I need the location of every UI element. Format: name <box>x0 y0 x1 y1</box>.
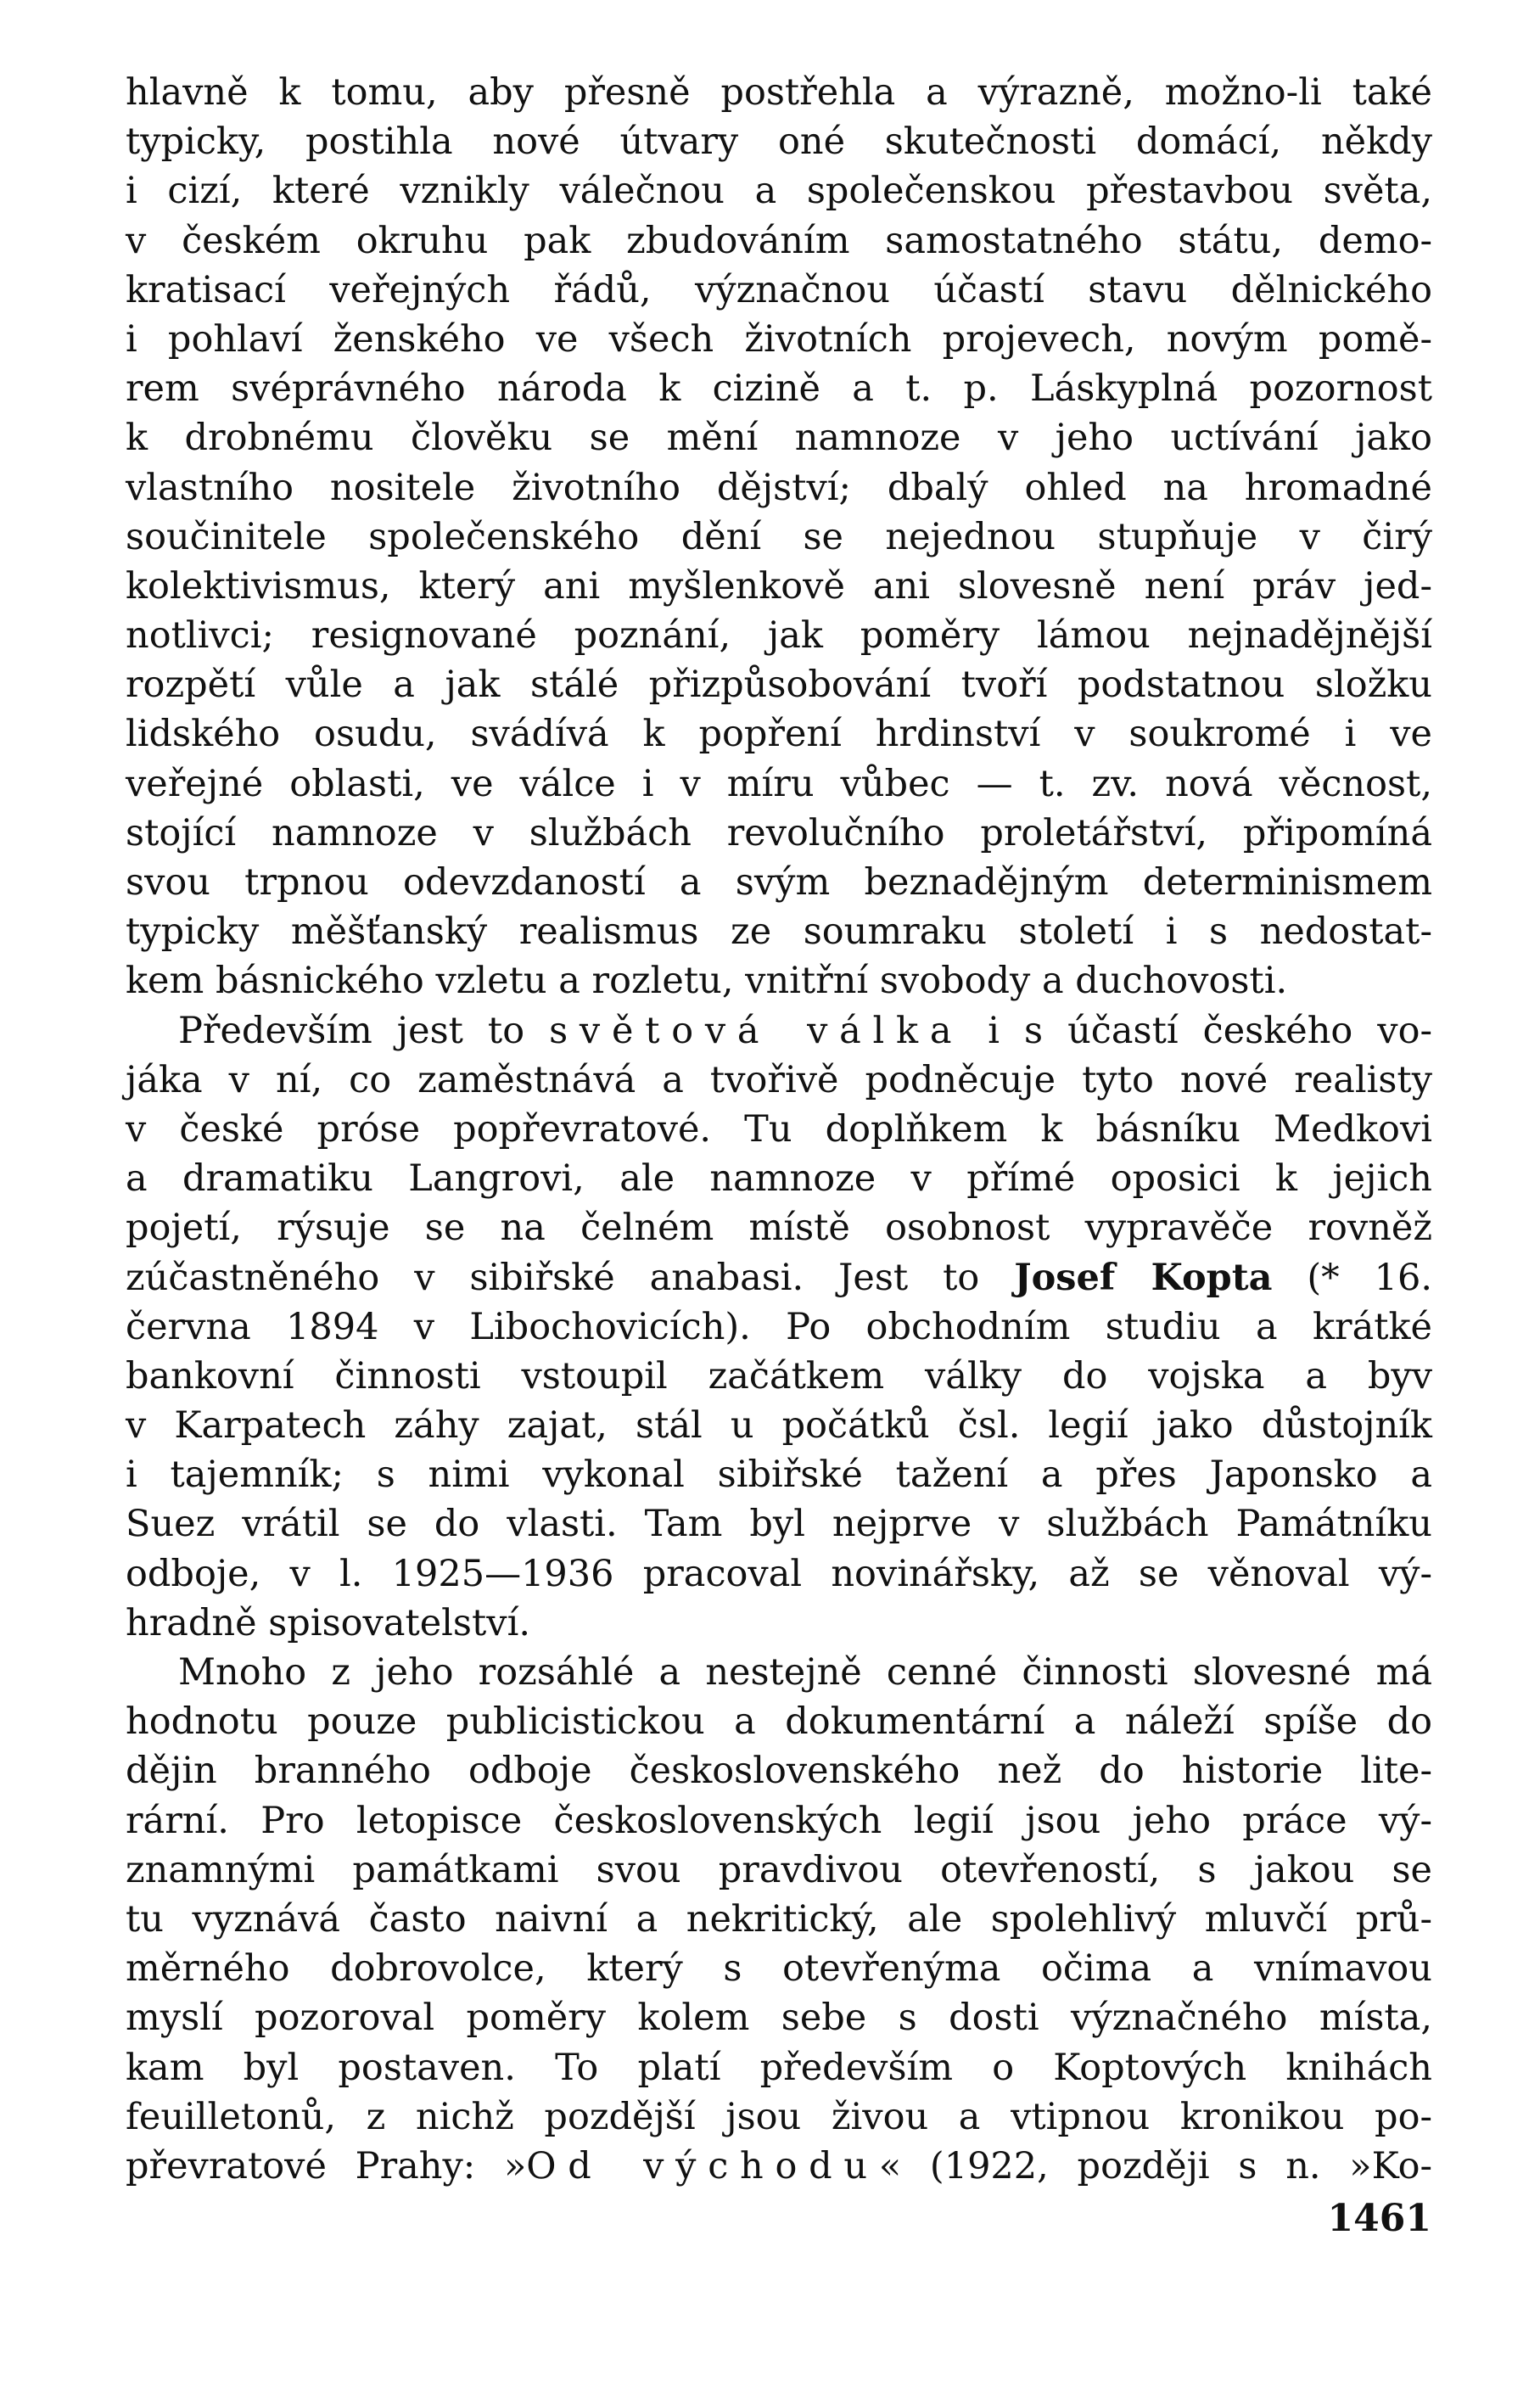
text-run: « (1922, později s n. »Ko- <box>878 2144 1432 2187</box>
text-line: feuilletonů, z nichž pozdější jsou živou a vtipnou kronikou po- <box>126 2095 1432 2138</box>
text-line: a dramatiku Langrovi, ale namnoze v přímé oposici k jejich <box>126 1157 1432 1201</box>
text-line: jáka v ní, co zaměstnává a tvořivě podněcuje tyto nové realisty <box>126 1058 1432 1101</box>
text-line <box>126 1006 1432 1056</box>
text-line: notlivci; resignované poznání, jak poměry lámou nejnadějnější <box>126 614 1432 658</box>
text-run: (* 16. <box>1307 1256 1432 1299</box>
text-line: i tajemník; s nimi vykonal sibiřské tažení a přes Japonsko a <box>126 1454 1432 1497</box>
author-name: Josef Kopta <box>1014 1256 1273 1299</box>
text-line: pojetí, rýsuje se na čelném místě osobnost vypravěče rovněž <box>126 1207 1432 1250</box>
text-run: i s účastí českého vo- <box>988 1009 1433 1052</box>
text-line: kolektivismus, který ani myšlenkově ani slovesně není práv jed- <box>126 564 1432 608</box>
text-line: typicky měšťanský realismus ze soumraku století i s nedostat- <box>126 910 1432 954</box>
text-line: rární. Pro letopisce československých legií jsou jeho práce vý- <box>126 1799 1432 1842</box>
paragraph-2 <box>126 1006 1432 1648</box>
page-body <box>126 68 1432 2191</box>
text-line: v českém okruhu pak zbudováním samostatného státu, demo- <box>126 219 1432 262</box>
text-line: i cizí, které vznikly válečnou a společenskou přestavbou světa, <box>126 170 1432 213</box>
text-line: kem básnického vzletu a rozletu, vnitřní svobody a duchovosti. <box>126 960 1288 1003</box>
text-line: i pohlaví ženského ve všech životních projevech, novým pomě- <box>126 317 1432 361</box>
text-run: převratové Prahy: » <box>126 2144 527 2187</box>
text-line: bankovní činnosti vstoupil začátkem války do vojska a byv <box>126 1354 1432 1398</box>
text-line: hradně spisovatelství. <box>126 1601 530 1644</box>
paragraph-1 <box>126 68 1432 1006</box>
spaced-emphasis: světová válka <box>549 1009 964 1052</box>
text-line: typicky, postihla nové útvary oné skutečnosti domácí, někdy <box>126 120 1432 164</box>
text-line: června 1894 v Libochovicích). Po obchodním studiu a krátké <box>126 1305 1432 1348</box>
text-line: rem svéprávného národa k cizině a t. p. Láskyplná pozornost <box>126 367 1432 411</box>
paragraph-3 <box>126 1648 1432 2191</box>
text-line <box>126 2142 1432 2191</box>
text-line: Mnoho z jeho rozsáhlé a nestejně cenné činnosti slovesné má <box>178 1651 1432 1694</box>
text-line: stojící namnoze v službách revolučního proletářství, připomíná <box>126 811 1432 854</box>
text-line: lidského osudu, svádívá k popření hrdinství v soukromé i ve <box>126 713 1432 756</box>
text-line: vlastního nositele životního dějství; dbalý ohled na hromadné <box>126 466 1432 509</box>
text-run: Především jest to <box>178 1009 525 1052</box>
text-line: k drobnému člověku se mění namnoze v jeho uctívání jako <box>126 417 1432 460</box>
text-line: hlavně k tomu, aby přesně postřehla a výrazně, možno-li také <box>126 71 1432 114</box>
text-line: kratisací veřejných řádů, význačnou účastí stavu dělnického <box>126 268 1432 311</box>
text-line: kam byl postaven. To platí především o Koptových knihách <box>126 2046 1432 2089</box>
text-line: hodnotu pouze publicistickou a dokumentární a náleží spíše do <box>126 1700 1432 1744</box>
text-line: dějin branného odboje československého než do historie lite- <box>126 1750 1432 1793</box>
text-line <box>126 1253 1432 1302</box>
text-line: svou trpnou odevzdaností a svým beznadějným determinismem <box>126 861 1432 904</box>
text-line: tu vyznává často naivní a nekritický, ale spolehlivý mluvčí prů- <box>126 1897 1432 1941</box>
text-line: Suez vrátil se do vlasti. Tam byl nejprve v službách Památníku <box>126 1503 1432 1546</box>
text-line: znamnými památkami svou pravdivou otevřeností, s jakou se <box>126 1848 1432 1891</box>
text-line: myslí pozoroval poměry kolem sebe s dosti význačného místa, <box>126 1997 1432 2040</box>
text-line: součinitele společenského dění se nejednou stupňuje v čirý <box>126 515 1432 558</box>
text-line: měrného dobrovolce, který s otevřenýma očima a vnímavou <box>126 1947 1432 1991</box>
page-number: 1461 <box>1327 2197 1431 2240</box>
text-line: odboje, v l. 1925—1936 pracoval novinářsky, až se věnoval vý- <box>126 1552 1432 1595</box>
text-line: v Karpatech záhy zajat, stál u počátků čsl. legií jako důstojník <box>126 1404 1432 1448</box>
text-line: v české próse popřevratové. Tu doplňkem k básníku Medkovi <box>126 1107 1432 1151</box>
text-line: rozpětí vůle a jak stálé přizpůsobování tvoří podstatnou složku <box>126 664 1432 707</box>
text-run: zúčastněného v sibiřské anabasi. Jest to <box>126 1256 980 1299</box>
spaced-emphasis: Od východu <box>526 2144 879 2187</box>
text-line: veřejné oblasti, ve válce i v míru vůbec — t. zv. nová věcnost, <box>126 762 1432 805</box>
